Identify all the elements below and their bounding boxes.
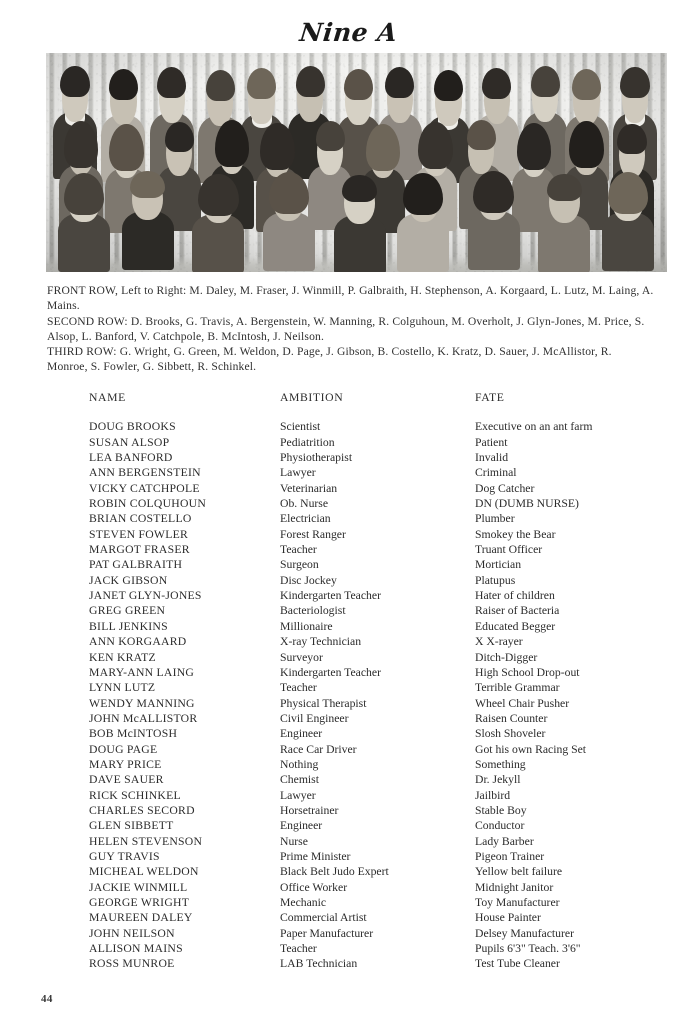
cell-ambition: Bacteriologist (280, 604, 346, 618)
cell-name: LYNN LUTZ (89, 681, 156, 695)
photo-student-hair (157, 67, 186, 98)
table-row (89, 465, 649, 480)
cell-fate: Patient (475, 435, 508, 449)
cell-ambition: Mechanic (280, 896, 327, 909)
cell-name: KEN KRATZ (89, 650, 156, 664)
table-row (89, 834, 649, 849)
table-row (89, 496, 649, 511)
table-row (89, 481, 649, 496)
table-row (89, 588, 649, 603)
cell-name: WENDY MANNING (89, 696, 195, 710)
cell-fate: Mortician (475, 558, 522, 572)
cell-ambition: Physical Therapist (280, 696, 367, 710)
photo-student (58, 177, 110, 272)
cell-name: DOUG PAGE (89, 742, 158, 756)
photo-student (122, 175, 174, 270)
table-row (89, 542, 649, 557)
table-row (89, 864, 649, 879)
cell-name: BILL JENKINS (89, 619, 168, 633)
cell-fate: Jailbird (475, 788, 511, 802)
cell-ambition: Kindergarten Teacher (280, 665, 381, 679)
photo-student-hair (385, 67, 414, 98)
cell-fate: Delsey Manufacturer (475, 926, 574, 940)
cell-name: HELEN STEVENSON (89, 834, 203, 848)
photo-student-hair (316, 121, 345, 151)
photo-student-hair (247, 68, 276, 99)
photo-student-hair (215, 120, 249, 166)
cell-ambition: Civil Engineer (280, 711, 349, 725)
cell-name: VICKY CATCHPOLE (89, 481, 200, 495)
page-number: 44 (41, 993, 53, 1005)
caption-line-second-row: SECOND ROW: D. Brooks, G. Travis, A. Bergenstein, W. Manning, R. Colguhoun, M. Overholt, J. Glyn-Jones, M. Price, S. Alsop, L. Banford, V. Catchpole, B. McIntosh, J. Neilson. (47, 314, 645, 343)
cell-name: BOB McINTOSH (89, 727, 178, 741)
photo-student-hair (517, 123, 551, 169)
cell-ambition: Surveyor (280, 650, 323, 664)
roster-table (89, 390, 649, 972)
cell-ambition: Horsetrainer (280, 803, 339, 817)
cell-ambition: Office Worker (280, 880, 348, 894)
photo-student-hair (608, 172, 649, 214)
table-row (89, 680, 649, 695)
cell-fate: High School Drop-out (475, 665, 580, 679)
photo-student-hair (60, 66, 89, 97)
cell-fate: Something (475, 757, 526, 771)
table-row (89, 803, 649, 818)
roster-header-row (89, 390, 649, 405)
photo-student-hair (342, 175, 376, 203)
table-row (89, 696, 649, 711)
photo-student-hair (198, 174, 239, 216)
table-row (89, 603, 649, 618)
cell-name: DAVE SAUER (89, 773, 164, 787)
table-row (89, 726, 649, 741)
photo-student-hair (467, 120, 496, 150)
table-row (89, 788, 649, 803)
cell-ambition: X-ray Technician (280, 635, 362, 649)
cell-name: SUSAN ALSOP (89, 435, 170, 449)
photo-student-hair (260, 123, 294, 169)
photo-student-hair (344, 69, 373, 100)
cell-name: ROBIN COLQUHOUN (89, 497, 207, 511)
cell-ambition: Electrician (280, 512, 331, 526)
photo-student-hair (165, 122, 194, 152)
cell-fate: Hater of children (475, 589, 555, 603)
table-row (89, 450, 649, 465)
cell-name: STEVEN FOWLER (89, 527, 189, 541)
cell-ambition: Teacher (280, 942, 317, 956)
cell-ambition: Paper Manufacturer (280, 926, 374, 940)
table-row (89, 419, 649, 434)
cell-name: JOHN NEILSON (89, 926, 175, 940)
cell-fate: Ditch-Digger (475, 650, 538, 664)
cell-fate: House Painter (475, 911, 541, 925)
cell-name: ALLISON MAINS (89, 942, 183, 956)
photo-student (602, 176, 654, 271)
cell-fate: DN (DUMB NURSE) (475, 497, 579, 511)
page-title: Nine A (298, 18, 399, 47)
cell-fate: Wheel Chair Pusher (475, 696, 570, 710)
table-row (89, 711, 649, 726)
cell-name: GEORGE WRIGHT (89, 896, 190, 909)
cell-name: MICHEAL WELDON (89, 865, 199, 879)
cell-name: CHARLES SECORD (89, 803, 195, 817)
cell-ambition: Commercial Artist (280, 911, 367, 925)
cell-fate: Plumber (475, 512, 515, 526)
table-row (89, 757, 649, 772)
photo-student (468, 175, 520, 270)
cell-ambition: Lawyer (280, 788, 316, 802)
cell-ambition: Scientist (280, 420, 321, 434)
photo-student-hair (64, 121, 98, 167)
photo-student-hair (418, 122, 452, 168)
cell-fate: Yellow belt failure (475, 865, 563, 879)
cell-fate: Smokey the Bear (475, 527, 556, 541)
photo-student-hair (403, 173, 444, 215)
caption-line-front-row: FRONT ROW, Left to Right: M. Daley, M. Fraser, J. Winmill, P. Galbraith, H. Stephenson, A. Korgaard, L. Lutz, M. Laing, A. Mains. (47, 284, 654, 313)
photo-student (334, 179, 386, 272)
cell-ambition: Surgeon (280, 558, 319, 572)
cell-ambition: Engineer (280, 819, 323, 833)
photo-student-hair (64, 173, 105, 215)
cell-ambition: Forest Ranger (280, 527, 346, 541)
cell-ambition: Nurse (280, 834, 308, 848)
cell-fate: Criminal (475, 466, 517, 480)
table-row (89, 849, 649, 864)
photo-caption (47, 283, 655, 375)
table-row (89, 650, 649, 665)
cell-fate: Raisen Counter (475, 711, 548, 725)
table-row (89, 573, 649, 588)
cell-name: MARY PRICE (89, 757, 162, 771)
photo-student-hair (547, 174, 581, 202)
cell-ambition: Nothing (280, 757, 319, 771)
cell-name: JACK GIBSON (89, 573, 168, 587)
table-row (89, 557, 649, 572)
cell-fate: Truant Officer (475, 543, 543, 557)
photo-student-hair (569, 121, 603, 167)
cell-fate: Conductor (475, 819, 525, 833)
photo-student-hair (482, 68, 511, 99)
cell-fate: Pigeon Trainer (475, 849, 545, 863)
cell-name: MARY-ANN LAING (89, 665, 195, 679)
cell-ambition: Millionaire (280, 619, 333, 633)
column-header-ambition: AMBITION (280, 391, 344, 404)
table-row (89, 880, 649, 895)
cell-name: DOUG BROOKS (89, 420, 176, 434)
cell-fate: Terrible Grammar (475, 681, 560, 695)
cell-ambition: Kindergarten Teacher (280, 589, 381, 603)
table-row (89, 435, 649, 450)
cell-ambition: Lawyer (280, 466, 316, 480)
cell-fate: Stable Boy (475, 803, 527, 817)
cell-ambition: LAB Technician (280, 957, 358, 971)
photo-student-hair (434, 70, 463, 101)
class-group-photograph (46, 53, 667, 272)
cell-name: MAUREEN DALEY (89, 911, 193, 925)
cell-fate: Platupus (475, 573, 516, 587)
cell-name: GLEN SIBBETT (89, 819, 174, 833)
cell-name: MARGOT FRASER (89, 543, 190, 557)
photo-student-hair (109, 124, 143, 170)
table-row (89, 634, 649, 649)
cell-name: JOHN McALLISTOR (89, 711, 198, 725)
cell-name: JACKIE WINMILL (89, 880, 188, 894)
cell-ambition: Black Belt Judo Expert (280, 865, 389, 879)
cell-fate: Raiser of Bacteria (475, 604, 560, 618)
cell-ambition: Chemist (280, 773, 319, 787)
photo-student-hair (366, 124, 400, 170)
cell-fate: Dog Catcher (475, 481, 535, 495)
cell-fate: Got his own Racing Set (475, 742, 587, 756)
cell-fate: Test Tube Cleaner (475, 957, 560, 971)
table-row (89, 527, 649, 542)
table-row (89, 941, 649, 956)
photo-student (192, 178, 244, 272)
cell-name: JANET GLYN-JONES (89, 589, 202, 603)
column-header-fate: FATE (475, 391, 505, 404)
photo-student-hair (617, 124, 646, 154)
table-row (89, 926, 649, 941)
cell-ambition: Pediatrition (280, 435, 335, 449)
cell-fate: Dr. Jekyll (475, 773, 521, 787)
cell-fate: Invalid (475, 451, 509, 465)
cell-fate: Toy Manufacturer (475, 896, 560, 909)
cell-fate: Lady Barber (475, 834, 534, 848)
photo-student-hair (620, 67, 649, 98)
cell-name: PAT GALBRAITH (89, 558, 183, 572)
cell-name: RICK SCHINKEL (89, 788, 181, 802)
cell-ambition: Engineer (280, 727, 323, 741)
cell-name: LEA BANFORD (89, 451, 173, 465)
photo-student-hair (130, 171, 164, 199)
cell-name: ROSS MUNROE (89, 957, 175, 971)
cell-fate: Executive on an ant farm (475, 420, 593, 434)
photo-student-hair (109, 69, 138, 100)
table-row (89, 910, 649, 925)
column-header-name: NAME (89, 391, 126, 404)
photo-student-hair (206, 70, 235, 101)
photo-student (397, 177, 449, 272)
cell-fate: Educated Begger (475, 619, 556, 633)
cell-ambition: Physiotherapist (280, 451, 353, 465)
cell-name: ANN BERGENSTEIN (89, 466, 201, 480)
cell-ambition: Ob. Nurse (280, 497, 329, 511)
cell-name: GUY TRAVIS (89, 849, 160, 863)
caption-line-third-row: THIRD ROW: G. Wright, G. Green, M. Weldon, D. Page, J. Gibson, B. Costello, K. Kratz, D. Sauer, J. McAllistor, R. Monroe, S. Fowler, G. Sibbett, R. Schinkel. (47, 345, 612, 374)
photo-student-hair (296, 66, 325, 97)
table-row (89, 772, 649, 787)
table-row (89, 619, 649, 634)
photo-student-hair (473, 171, 514, 213)
cell-name: ANN KORGAARD (89, 635, 187, 649)
cell-ambition: Teacher (280, 543, 317, 557)
table-row (89, 665, 649, 680)
table-row (89, 818, 649, 833)
cell-ambition: Prime Minister (280, 849, 351, 863)
cell-fate: X X-rayer (475, 635, 523, 649)
cell-fate: Slosh Shoveler (475, 727, 546, 741)
photo-student-hair (531, 66, 560, 97)
table-row (89, 742, 649, 757)
table-row (89, 895, 649, 910)
cell-ambition: Race Car Driver (280, 742, 357, 756)
table-row (89, 956, 649, 971)
roster-body (89, 419, 649, 971)
photo-student (538, 178, 590, 272)
photo-student-hair (269, 172, 310, 214)
table-row (89, 511, 649, 526)
cell-ambition: Veterinarian (280, 481, 338, 495)
cell-ambition: Teacher (280, 681, 317, 695)
photo-student-hair (572, 69, 601, 100)
cell-ambition: Disc Jockey (280, 573, 337, 587)
cell-fate: Pupils 6'3" Teach. 3'6" (475, 942, 581, 956)
cell-name: GREG GREEN (89, 604, 166, 618)
cell-name: BRIAN COSTELLO (89, 512, 192, 526)
cell-fate: Midnight Janitor (475, 880, 554, 894)
photo-student (263, 176, 315, 271)
